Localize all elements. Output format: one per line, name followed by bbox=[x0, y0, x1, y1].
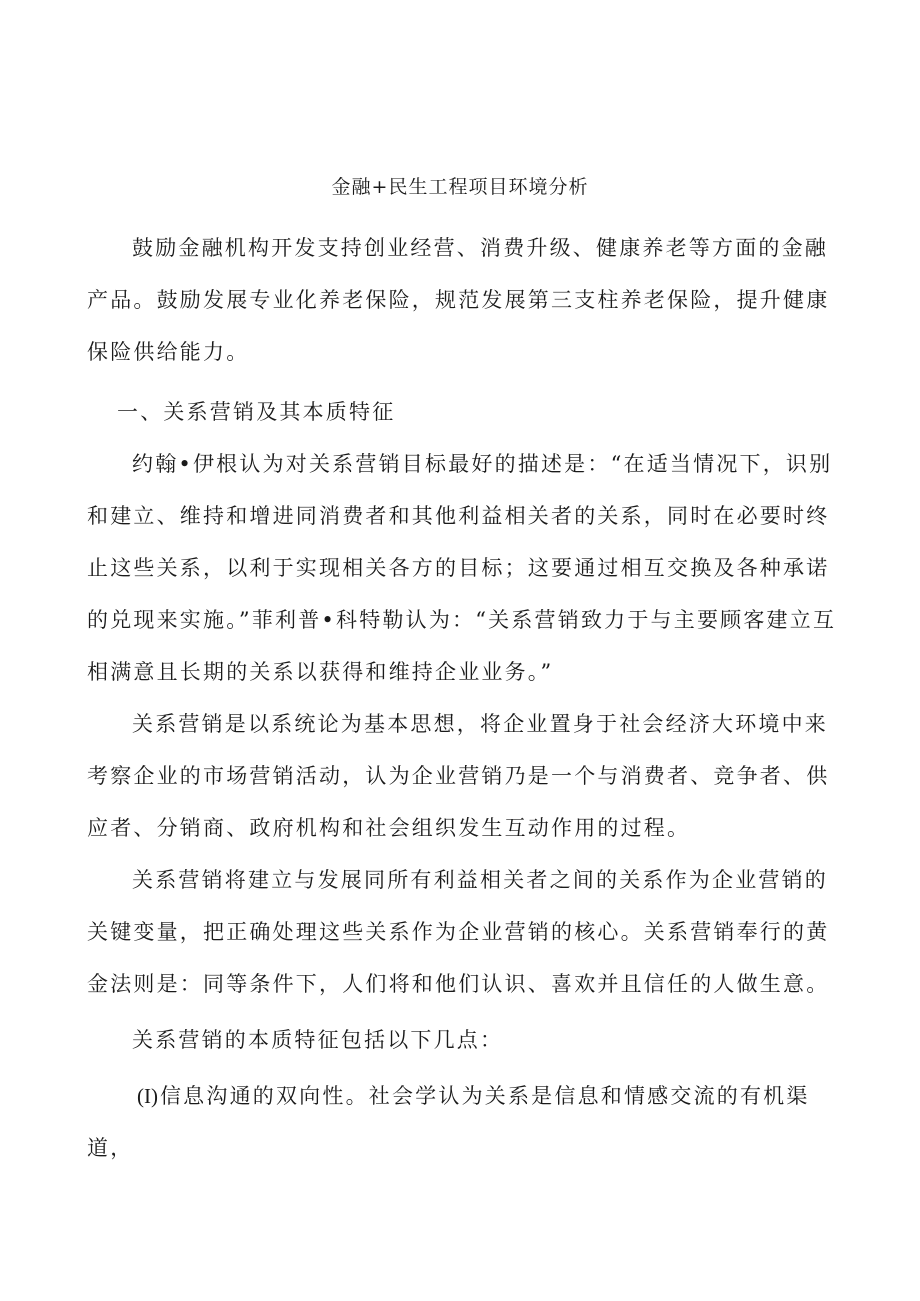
document-title: 金融+民生工程项目环境分析 bbox=[331, 176, 589, 198]
paragraph-system-theory: 关系营销是以系统论为基本思想，将企业置身于社会经济大环境中来考察企业的市场营销活动，认为企业营销乃是一个与消费者、竞争者、供应者、分销商、政府机构和社会组织发生互动作用的过程。 bbox=[87, 712, 830, 840]
paragraph-definition: 约翰•伊根认为对关系营销目标最好的描述是：“在适当情况下，识别和建立、维持和增进同消费者和其他利益相关者的关系，同时在必要时终止这些关系，以利于实现相关各方的目标；这要通过相互交换及各种承诺的兑现来实施。”菲利普•科特勒认为：“关系营销致力于与主要顾客建立互相满意且长期的关系以获得和维持企业业务。” bbox=[87, 452, 837, 684]
section-body bbox=[87, 386, 837, 1174]
paragraph-characteristics-intro: 关系营销的本质特征包括以下几点： bbox=[132, 1028, 504, 1052]
intro-paragraph: 鼓励金融机构开发支持创业经营、消费升级、健康养老等方面的金融产品。鼓励发展专业化养老保险，规范发展第三支柱养老保险，提升健康保险供给能力。 bbox=[87, 236, 830, 364]
document-body bbox=[87, 222, 837, 378]
list-item bbox=[87, 1070, 837, 1174]
list-item-text: 信息沟通的双向性。社会学认为关系是信息和情感交流的有机渠道， bbox=[87, 1084, 810, 1160]
section-heading: 一、关系营销及其本质特征 bbox=[117, 400, 396, 424]
paragraph-golden-rule: 关系营销将建立与发展同所有利益相关者之间的关系作为企业营销的关键变量，把正确处理这些关系作为企业营销的核心。关系营销奉行的黄金法则是：同等条件下，人们将和他们认识、喜欢并且信任的人做生意。 bbox=[87, 868, 830, 996]
list-item-marker: (I) bbox=[137, 1084, 158, 1108]
